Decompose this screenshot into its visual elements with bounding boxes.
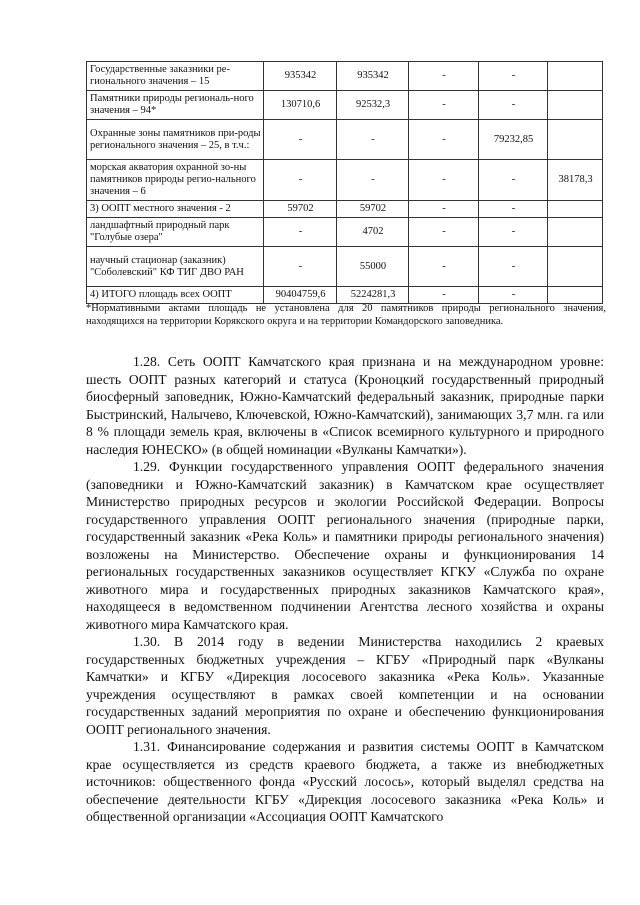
cell-col4: - (479, 287, 548, 304)
row-name: 4) ИТОГО площадь всех ООПТ (87, 287, 264, 304)
cell-col1: - (264, 247, 337, 287)
cell-col5 (548, 62, 603, 91)
cell-col2: 5224281,3 (337, 287, 409, 304)
oopt-area-table (86, 61, 603, 304)
cell-col3: - (409, 201, 479, 218)
row-name: научный стационар (заказник) "Соболевский" КФ ТИГ ДВО РАН (87, 247, 264, 287)
table-row (87, 91, 603, 120)
table-footnote: *Нормативными актами площадь не установлена для 20 памятников природы регионального значения, находящихся на территории Корякского округа и на территории Командорского заповедника. (86, 303, 606, 327)
cell-col2: 4702 (337, 218, 409, 247)
cell-col4: - (479, 91, 548, 120)
cell-col2: 59702 (337, 201, 409, 218)
cell-col5 (548, 201, 603, 218)
body-text (86, 353, 604, 826)
paragraph-1-30: 1.30. В 2014 году в ведении Министерства находились 2 краевых государственных бюджетных учреждения – КГБУ «Природный парк «Вулканы Камчатки» и КГБУ «Дирекция лососевого заказника «Река Коль». Указанные учреждения осуществляют в рамках своей компетенции и на основании государственных заданий мероприятия по охране и обеспечению функционирования ООПТ регионального значения. (86, 634, 604, 737)
cell-col4: - (479, 160, 548, 201)
cell-col1: - (264, 120, 337, 160)
cell-col3: - (409, 218, 479, 247)
row-name: Государственные заказники ре-гионального значения – 15 (87, 62, 264, 91)
table-row (87, 62, 603, 91)
cell-col4: - (479, 247, 548, 287)
table-row (87, 287, 603, 304)
row-name: Памятники природы региональ-ного значения – 94* (87, 91, 264, 120)
cell-col5 (548, 287, 603, 304)
table-row (87, 120, 603, 160)
row-name: 3) ООПТ местного значения - 2 (87, 201, 264, 218)
cell-col3: - (409, 120, 479, 160)
table-row (87, 247, 603, 287)
cell-col1: 935342 (264, 62, 337, 91)
cell-col3: - (409, 287, 479, 304)
cell-col2: 55000 (337, 247, 409, 287)
cell-col1: 59702 (264, 201, 337, 218)
cell-col2: 935342 (337, 62, 409, 91)
cell-col5: 38178,3 (548, 160, 603, 201)
table-body (87, 62, 603, 304)
paragraph-1-29: 1.29. Функции государственного управления ООПТ федерального значения (заповедники и Южно-Камчатский заказник) в Камчатском крае осуществляет Министерство природных ресурсов и экологии Российской Федерации. Вопросы государственного управления ООПТ регионального значения (природные парки, государственный заказник «Река Коль» и памятники природы регионального значения) возложены на Министерство. Обеспечение охраны и функционирования 14 региональных государственных заказников осуществляет КГКУ «Служба по охране животного мира и государственных природных заказников Камчатского края», находящееся в ведомственном подчинении Агентства лесного хозяйства и охраны животного мира Камчатского края. (86, 459, 604, 632)
cell-col4: - (479, 201, 548, 218)
cell-col3: - (409, 91, 479, 120)
cell-col4: 79232,85 (479, 120, 548, 160)
paragraph-1-31: 1.31. Финансирование содержания и развития системы ООПТ в Камчатском крае осуществляется из средств краевого бюджета, а также из внебюджетных источников: общественного фонда «Русский лосось», который выделял средства на обеспечение деятельности КГБУ «Дирекция лососевого заказника «Река Коль» и общественной организации «Ассоциация ООПТ Камчатского (86, 739, 604, 824)
row-name: ландшафтный природный парк "Голубые озера" (87, 218, 264, 247)
table-row (87, 201, 603, 218)
cell-col2: - (337, 120, 409, 160)
cell-col1: - (264, 160, 337, 201)
cell-col2: - (337, 160, 409, 201)
cell-col1: - (264, 218, 337, 247)
cell-col3: - (409, 62, 479, 91)
cell-col5 (548, 218, 603, 247)
table-row (87, 160, 603, 201)
cell-col5 (548, 120, 603, 160)
cell-col1: 90404759,6 (264, 287, 337, 304)
cell-col3: - (409, 160, 479, 201)
cell-col4: - (479, 62, 548, 91)
cell-col5 (548, 91, 603, 120)
paragraph-1-28: 1.28. Сеть ООПТ Камчатского края признана и на международном уровне: шесть ООПТ разных категорий и статуса (Кроноцкий государственный природный биосферный заповедник, Южно-Камчатский федеральный заказник, природные парки Быстринский, Налычево, Ключевской, Южно-Камчатский), занимающих 3,7 млн. га или 8 % площади земель края, включены в «Список всемирного культурного и природного наследия ЮНЕСКО» (в общей номинации «Вулканы Камчатки»). (86, 354, 604, 457)
table-row (87, 218, 603, 247)
cell-col2: 92532,3 (337, 91, 409, 120)
row-name: Охранные зоны памятников при-роды регионального значения – 25, в т.ч.: (87, 120, 264, 160)
cell-col1: 130710,6 (264, 91, 337, 120)
cell-col4: - (479, 218, 548, 247)
row-name: морская акватория охранной зо-ны памятников природы регио-нального значения – 6 (87, 160, 264, 201)
cell-col3: - (409, 247, 479, 287)
cell-col5 (548, 247, 603, 287)
